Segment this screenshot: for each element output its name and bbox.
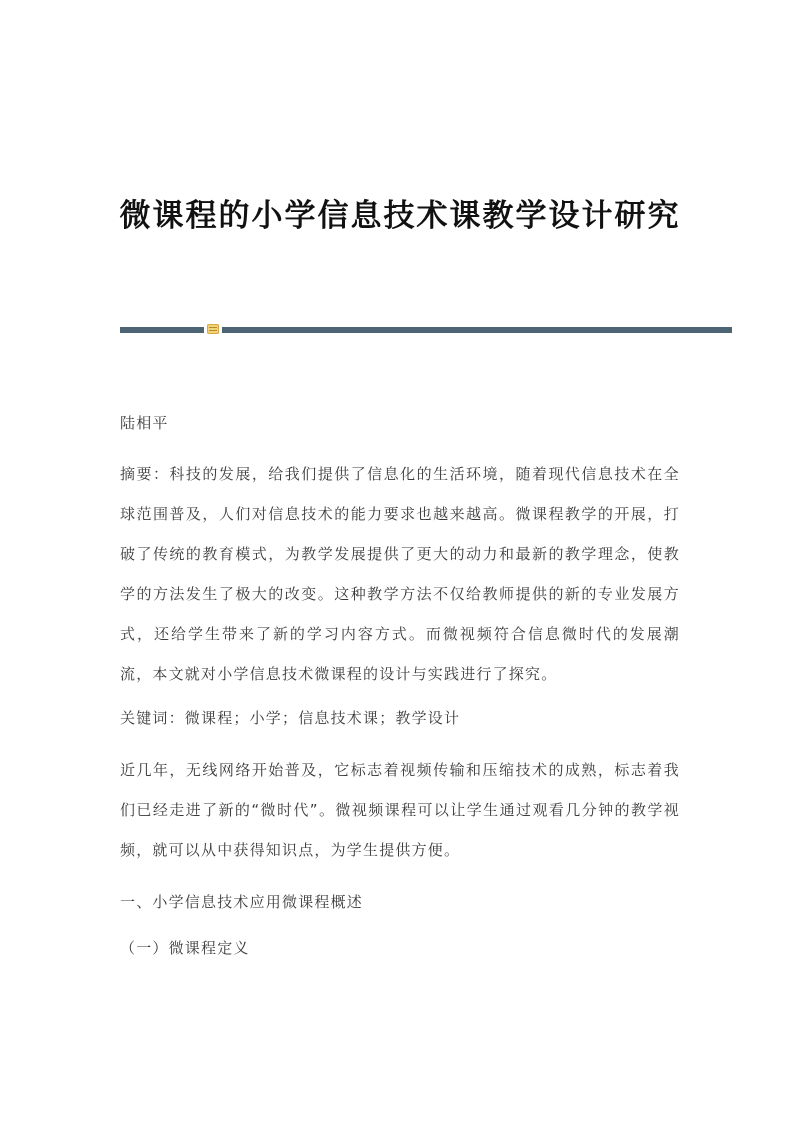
- keywords-line: 关键词：微课程；小学；信息技术课；教学设计: [120, 709, 461, 727]
- title-divider: [120, 324, 732, 334]
- intro-paragraph: 近几年，无线网络开始普及，它标志着视频传输和压缩技术的成熟，标志着我们已经走进了新的“微时代”。微视频课程可以让学生通过观看几分钟的教学视频，就可以从中获得知识点，为学生提供方便。: [120, 761, 680, 859]
- abstract-paragraph: 摘要：科技的发展，给我们提供了信息化的生活环境，随着现代信息技术在全球范围普及，人们对信息技术的能力要求也越来越高。微课程教学的开展，打破了传统的教育模式，为教学发展提供了更大的动力和最新的教学理念，使教学的方法发生了极大的改变。这种教学方法不仅给教师提供的新的专业发展方式，还给学生带来了新的学习内容方式。而微视频符合信息微时代的发展潮流，本文就对小学信息技术微课程的设计与实践进行了探究。: [120, 465, 680, 683]
- divider-bar-left: [120, 327, 204, 333]
- document-title: 微课程的小学信息技术课教学设计研究: [119, 198, 681, 234]
- divider-ornament-icon: [207, 324, 219, 334]
- section-heading: 一、小学信息技术应用微课程概述: [120, 893, 364, 911]
- subsection-heading: （一）微课程定义: [120, 939, 250, 957]
- document-body: [120, 408, 680, 968]
- divider-bar-right: [222, 327, 732, 333]
- author-name: 陆相平: [120, 414, 169, 432]
